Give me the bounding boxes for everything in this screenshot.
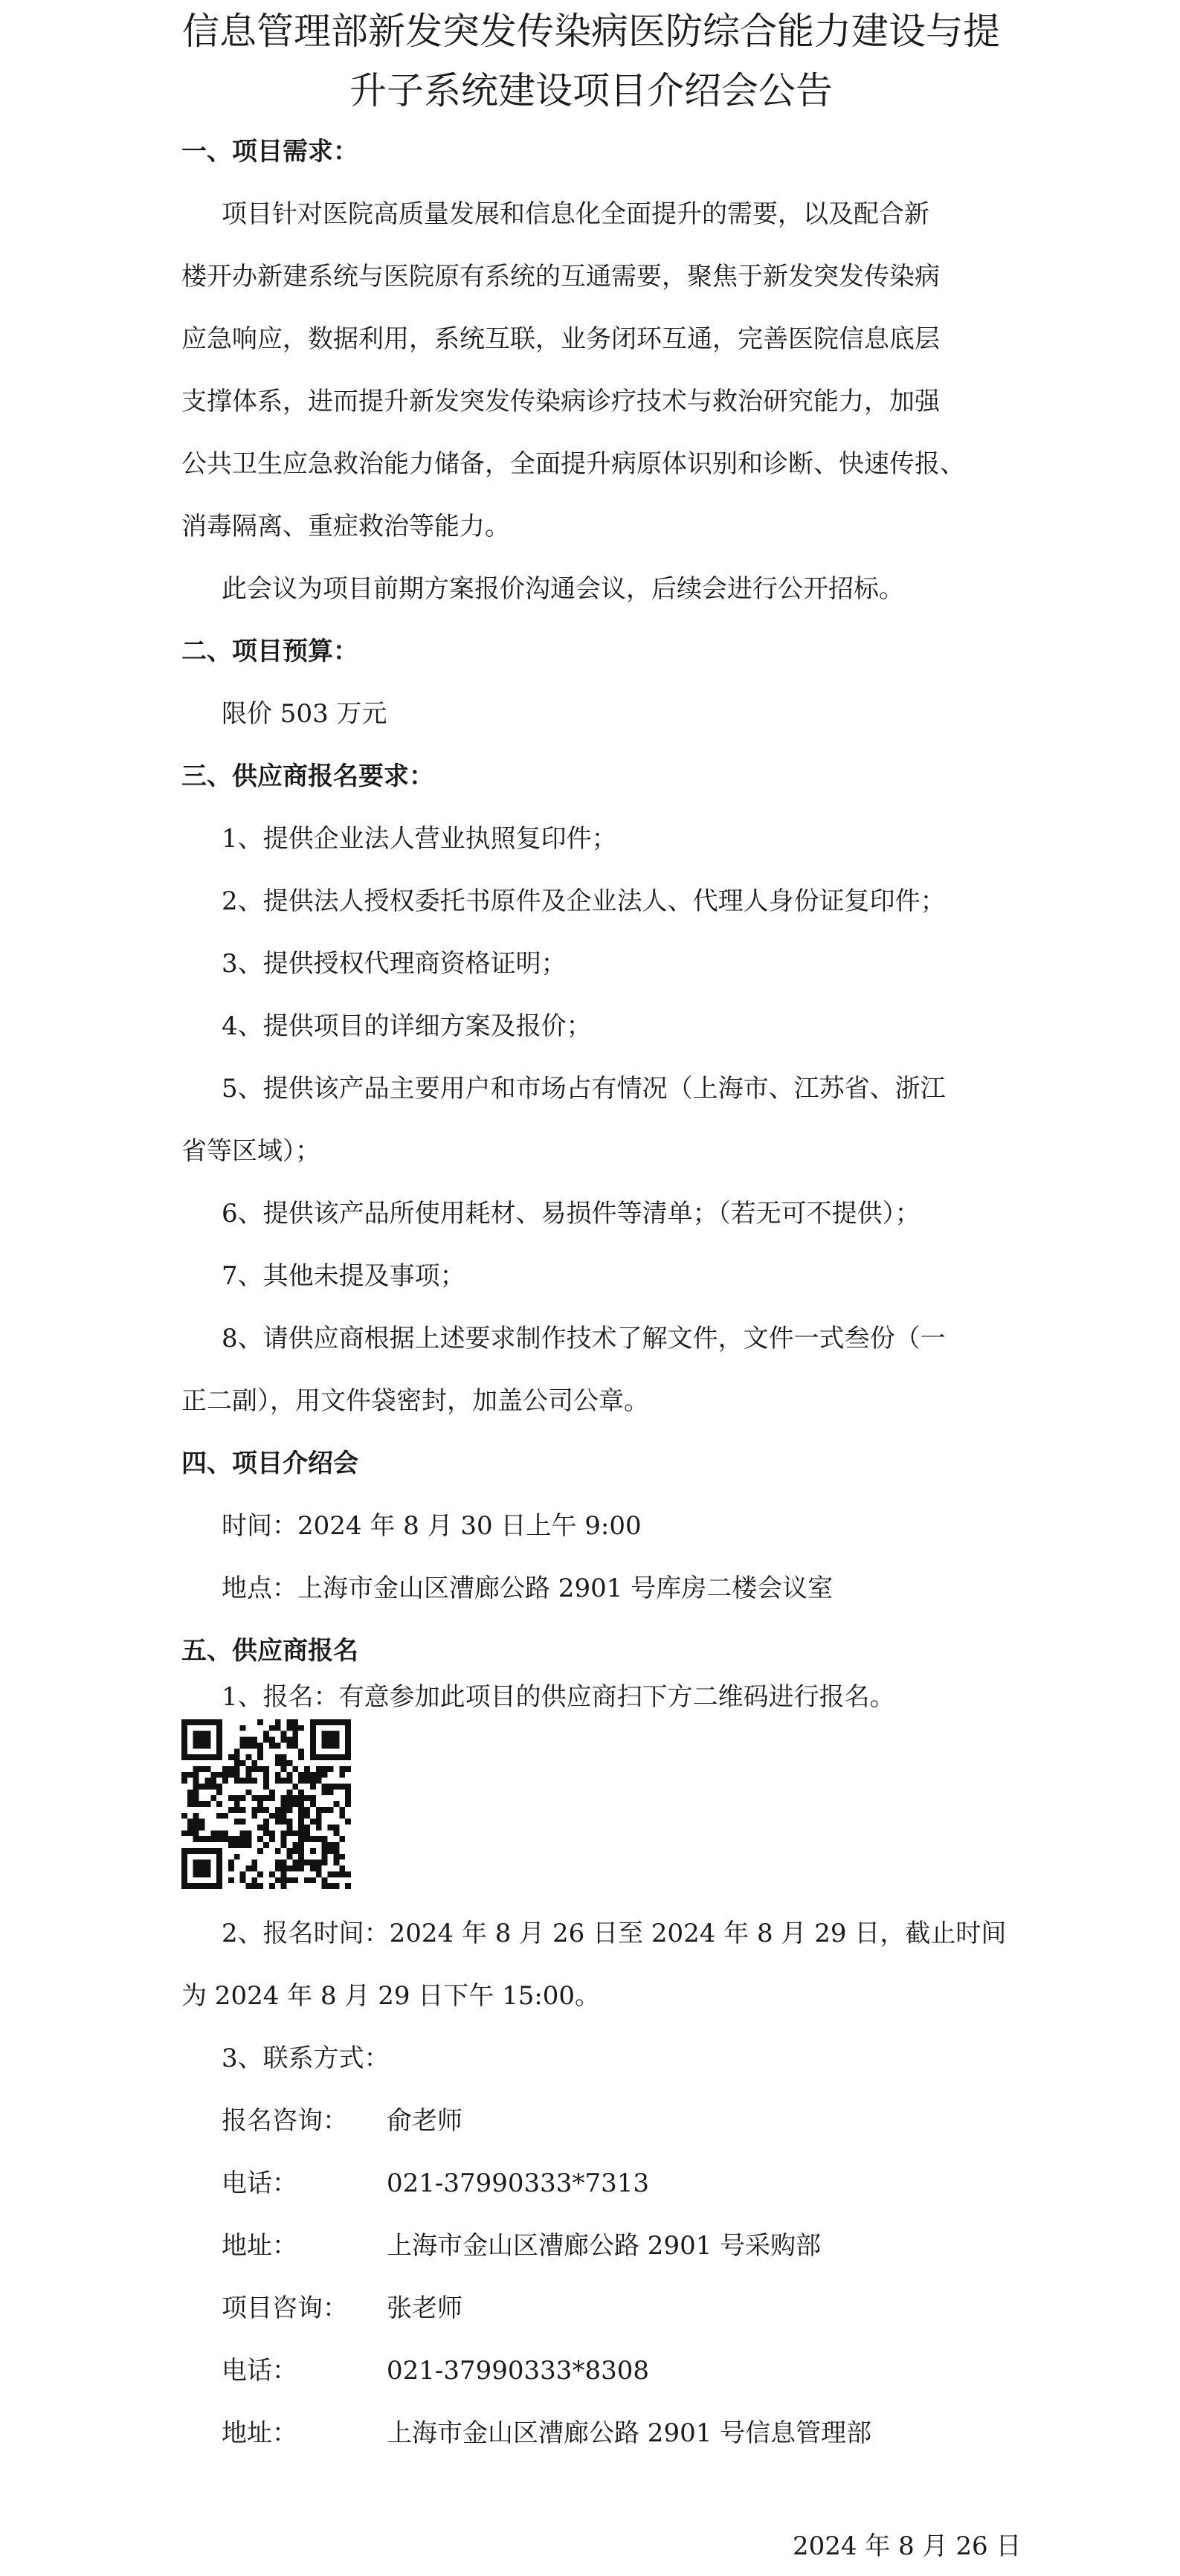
section-2-heading: 二、项目预算： — [181, 637, 358, 666]
section-1-para-line: 楼开办新建系统与医院原有系统的互通需要，聚焦于新发突发传染病 — [181, 262, 940, 292]
meeting-place: 地点：上海市金山区漕廊公路 2901 号库房二楼会议室 — [222, 1574, 834, 1603]
section-1-para-line: 公共卫生应急救治能力储备，全面提升病原体识别和诊断、快速传报、 — [181, 449, 965, 479]
signup-period-line: 为 2024 年 8 月 29 日下午 15:00。 — [181, 1981, 601, 2011]
contact-value: 俞老师 — [387, 2106, 462, 2136]
contact-phone: 021-37990333*7313 — [387, 2168, 649, 2198]
section-1-heading: 一、项目需求： — [181, 137, 358, 167]
notice-date: 2024 年 8 月 26 日 — [793, 2531, 1022, 2561]
contact-label: 地址： — [222, 2418, 297, 2448]
contact-label: 地址： — [222, 2231, 297, 2261]
contact-heading: 3、联系方式： — [222, 2044, 390, 2073]
contact-label: 电话： — [222, 2168, 297, 2198]
requirement-item: 省等区域）； — [181, 1136, 320, 1166]
requirement-item: 5、提供该产品主要用户和市场占有情况（上海市、江苏省、浙江 — [222, 1074, 946, 1104]
contact-value: 张老师 — [387, 2293, 462, 2323]
requirement-item: 1、提供企业法人营业执照复印件； — [222, 824, 617, 854]
section-1-meeting-note: 此会议为项目前期方案报价沟通会议，后续会进行公开招标。 — [222, 574, 904, 604]
section-1-para-line: 消毒隔离、重症救治等能力。 — [181, 512, 510, 541]
contact-label: 电话： — [222, 2356, 297, 2386]
signup-instruction: 1、报名：有意参加此项目的供应商扫下方二维码进行报名。 — [222, 1682, 895, 1712]
title-line-2: 升子系统建设项目介绍会公告 — [349, 69, 833, 112]
requirement-item: 2、提供法人授权委托书原件及企业法人、代理人身份证复印件； — [222, 886, 946, 916]
budget-text: 限价 503 万元 — [222, 699, 387, 729]
title-line-1: 信息管理部新发突发传染病医防综合能力建设与提 — [182, 10, 1000, 53]
requirement-item: 4、提供项目的详细方案及报价； — [222, 1011, 592, 1041]
section-1-para-line: 应急响应，数据利用，系统互联，业务闭环互通，完善医院信息底层 — [181, 324, 940, 354]
requirement-item: 7、其他未提及事项； — [222, 1261, 465, 1291]
section-1-para-line: 支撑体系，进而提升新发突发传染病诊疗技术与救治研究能力，加强 — [181, 387, 940, 416]
requirement-item: 6、提供该产品所使用耗材、易损件等清单；（若无可不提供）； — [222, 1199, 921, 1229]
requirement-item: 3、提供授权代理商资格证明； — [222, 949, 567, 979]
qr-code-icon[interactable] — [181, 1719, 351, 1889]
section-3-heading: 三、供应商报名要求： — [181, 761, 434, 791]
contact-label: 报名咨询： — [222, 2106, 348, 2136]
contact-label: 项目咨询： — [222, 2293, 348, 2323]
requirement-item: 正二副），用文件袋密封，加盖公司公章。 — [181, 1386, 649, 1416]
contact-phone: 021-37990333*8308 — [387, 2356, 649, 2386]
contact-address: 上海市金山区漕廊公路 2901 号信息管理部 — [387, 2418, 872, 2448]
meeting-time: 时间：2024 年 8 月 30 日上午 9:00 — [222, 1511, 642, 1541]
section-4-heading: 四、项目介绍会 — [181, 1449, 358, 1478]
contact-address: 上海市金山区漕廊公路 2901 号采购部 — [387, 2231, 822, 2261]
signup-period-line: 2、报名时间：2024 年 8 月 26 日至 2024 年 8 月 29 日，截止时间 — [222, 1919, 1007, 1948]
requirement-item: 8、请供应商根据上述要求制作技术了解文件，文件一式叁份（一 — [222, 1324, 946, 1353]
section-5-heading: 五、供应商报名 — [181, 1636, 358, 1666]
section-1-para-line: 项目针对医院高质量发展和信息化全面提升的需要，以及配合新 — [222, 199, 929, 229]
